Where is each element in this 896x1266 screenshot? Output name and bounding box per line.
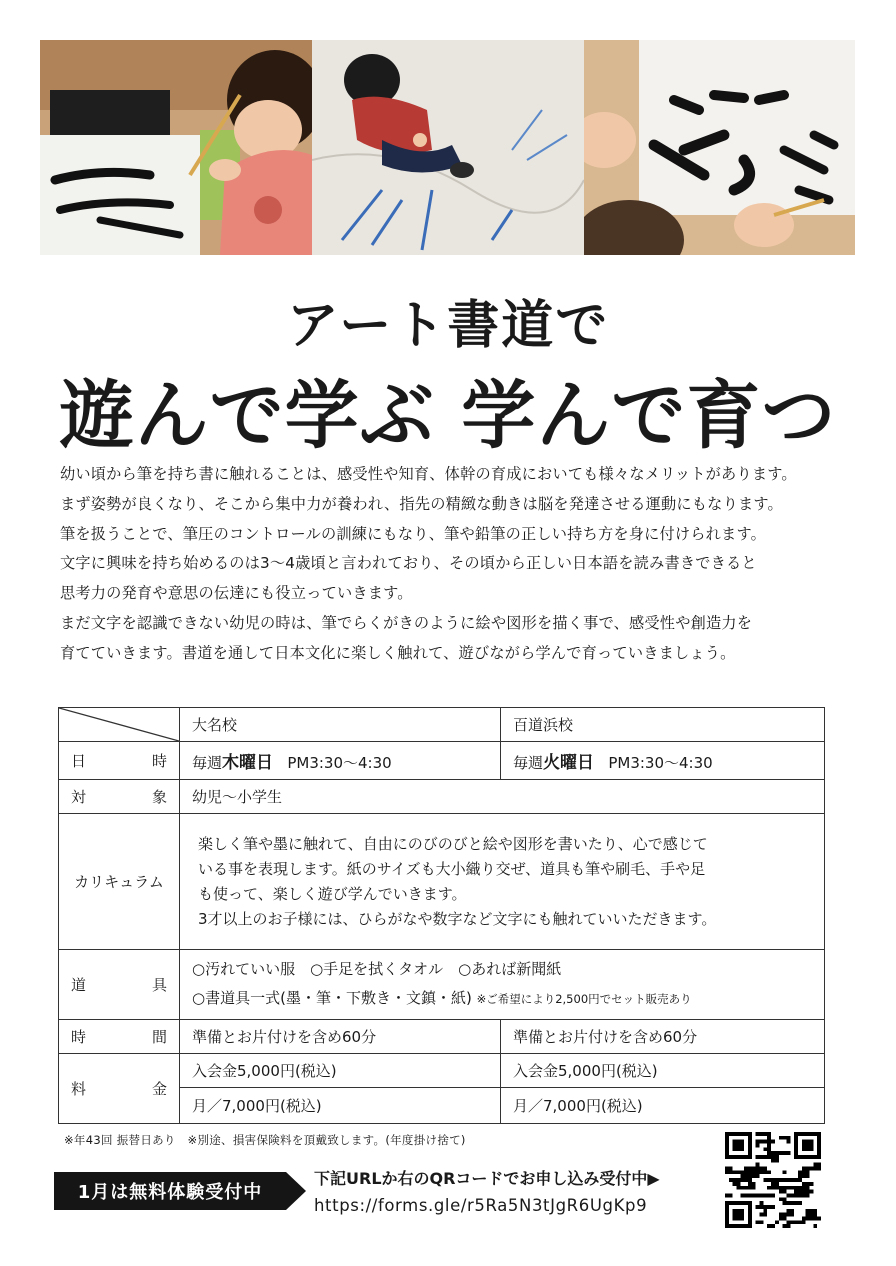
label-target: 対 象 xyxy=(59,780,180,814)
intro-line: 筆を扱うことで、筆圧のコントロールの訓練にもなり、筆や鉛筆の正しい持ち方を身に付けられます。 xyxy=(60,524,767,543)
label-duration: 時 間 xyxy=(59,1020,180,1054)
intro-line: まだ文字を認識できない幼児の時は、筆でらくがきのように絵や図形を描く事で、感受性や創造力を xyxy=(60,613,753,632)
enroll-fee-daimyo: 入会金5,000円(税込) xyxy=(180,1054,501,1088)
table-row-fee-enroll xyxy=(59,1054,825,1088)
free-trial-badge: 1月は無料体験受付中 xyxy=(54,1172,286,1210)
enroll-fee-momochihama: 入会金5,000円(税込) xyxy=(501,1054,825,1088)
schedule-daimyo: 毎週木曜日 PM3:30～4:30 xyxy=(180,742,501,780)
photo-painting-floor xyxy=(312,40,584,255)
table-row-tools xyxy=(59,950,825,1020)
label-schedule: 日 時 xyxy=(59,742,180,780)
info-table xyxy=(58,707,825,1124)
table-row-schedule xyxy=(59,742,825,780)
label-curriculum: カリキュラム xyxy=(59,814,180,950)
apply-instructions: 下記URLか右のQRコードでお申し込み受付中▶ xyxy=(314,1169,660,1188)
curriculum-text xyxy=(180,814,825,950)
photo-calligraphy-child xyxy=(40,40,312,255)
schedule-momochihama: 毎週火曜日 PM3:30～4:30 xyxy=(501,742,825,780)
curriculum-line: いる事を表現します。紙のサイズも大小織り交ぜ、道具も筆や刷毛、手や足 xyxy=(198,859,706,878)
intro-line: まず姿勢が良くなり、そこから集中力が養われ、指先の精緻な動きは脳を発達させる運動にもなります。 xyxy=(60,494,783,513)
school-name-daimyo: 大名校 xyxy=(180,708,501,742)
qr-code-icon[interactable] xyxy=(725,1132,821,1228)
tools-line2: ○書道具一式(墨・筆・下敷き・文鎮・紙) ※ご希望により2,500円でセット販売あり xyxy=(192,989,692,1007)
headline-line2: 遊んで学ぶ 学んで育つ xyxy=(59,373,837,459)
intro-line: 文字に興味を持ち始めるのは3～4歳頃と言われており、その頃から正しい日本語を読み書きできると xyxy=(60,554,757,573)
tools-value xyxy=(180,950,825,1020)
curriculum-line: も使って、楽しく遊び学んでいきます。 xyxy=(198,884,467,903)
curriculum-line: 3才以上のお子様には、ひらがなや数字など文字にも触れていいただきます。 xyxy=(198,909,717,928)
application-url[interactable]: https://forms.gle/r5Ra5N3tJgR6UgKp9 xyxy=(314,1196,648,1215)
intro-line: 幼い頃から筆を持ち書に触れることは、感受性や知育、体幹の育成においても様々なメリットがあります。 xyxy=(60,465,797,483)
table-row-duration xyxy=(59,1020,825,1054)
photo-brush-strokes xyxy=(584,40,855,255)
label-tools: 道 具 xyxy=(59,950,180,1020)
table-row-target xyxy=(59,780,825,814)
photo-strip xyxy=(40,40,855,255)
monthly-fee-daimyo: 月／7,000円(税込) xyxy=(180,1088,501,1124)
intro-text xyxy=(60,460,850,669)
table-row-curriculum xyxy=(59,814,825,950)
target-value: 幼児～小学生 xyxy=(180,780,825,814)
headline-line1: アート書道で xyxy=(286,296,610,356)
intro-line: 思考力の発育や意思の伝達にも役立っていきます。 xyxy=(60,584,413,603)
duration-momochihama: 準備とお片付けを含め60分 xyxy=(501,1020,825,1054)
school-name-momochihama: 百道浜校 xyxy=(501,708,825,742)
tools-note: ※ご希望により2,500円でセット販売あり xyxy=(476,992,692,1006)
monthly-fee-momochihama: 月／7,000円(税込) xyxy=(501,1088,825,1124)
curriculum-line: 楽しく筆や墨に触れて、自由にのびのびと絵や図形を書いたり、心で感じて xyxy=(198,834,708,853)
duration-daimyo: 準備とお片付けを含め60分 xyxy=(180,1020,501,1054)
diagonal-corner-cell xyxy=(59,708,180,742)
label-fee: 料 金 xyxy=(59,1054,180,1124)
footnote: ※年43回 振替日あり ※別途、損害保険料を頂戴致します。(年度掛け捨て) xyxy=(64,1133,466,1147)
tools-line1: ○汚れていい服 ○手足を拭くタオル ○あれば新聞紙 xyxy=(192,960,562,978)
intro-line: 育てていきます。書道を通して日本文化に楽しく触れて、遊びながら学んで育っていきましょう。 xyxy=(60,643,736,662)
table-header-row xyxy=(59,708,825,742)
